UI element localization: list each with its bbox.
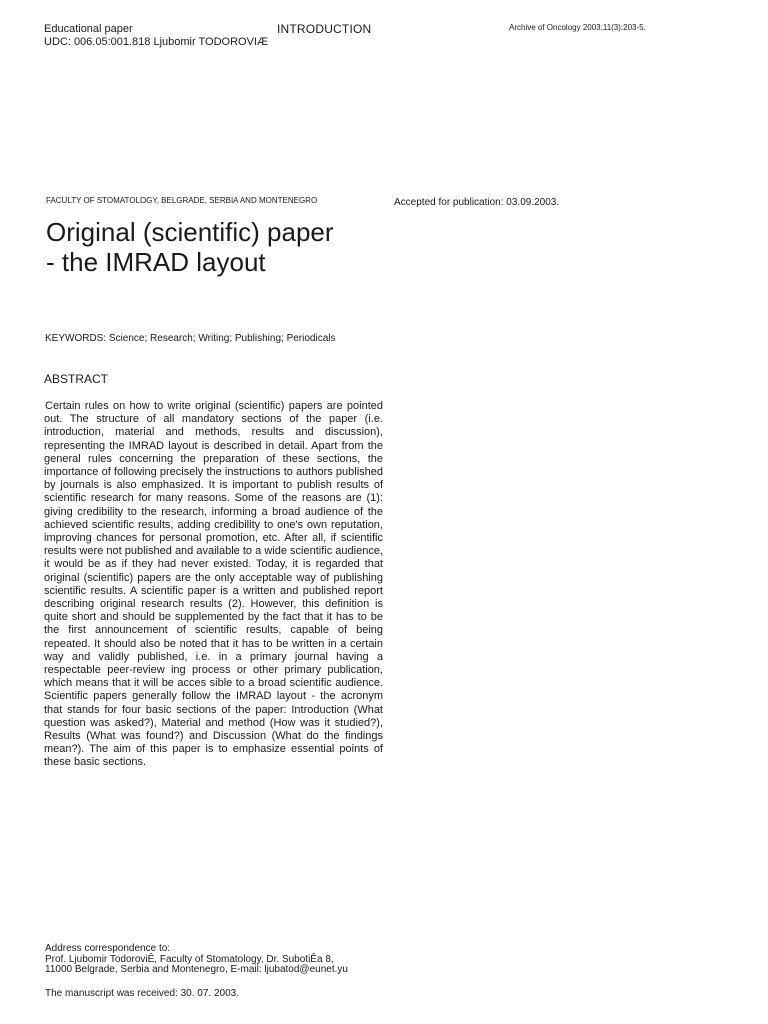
address-line: Prof. Ljubomir TodoroviÊ, Faculty of Stomatology, Dr. SubotiÊa 8, (45, 953, 334, 965)
section-label: INTRODUCTION (277, 22, 372, 36)
keywords: KEYWORDS: Science; Research; Writing; Publishing; Periodicals (45, 333, 336, 344)
accepted-date: Accepted for publication: 03.09.2003. (394, 197, 560, 208)
journal-citation: Archive of Oncology 2003;11(3):203-5. (509, 23, 646, 32)
affiliation: FACULTY OF STOMATOLOGY, BELGRADE, SERBIA AND MONTENEGRO (46, 196, 318, 205)
received-date: The manuscript was received: 30. 07. 2003. (45, 988, 239, 999)
correspondence (45, 944, 348, 976)
udc-author-line: UDC: 006.05:001.818 Ljubomir TODOROVIÆ (44, 36, 268, 48)
header-left (44, 23, 268, 49)
paper-title: Original (scientific) paper - the IMRAD layout (46, 217, 334, 277)
address-line: 11000 Belgrade, Serbia and Montenegro, E-mail: ljubatod@eunet.yu (45, 964, 348, 975)
abstract-body: Certain rules on how to write original (scientific) papers are pointed out. The structure of all mandatory sections of the paper (i.e. introduction, material and methods, results and discussion), representing the IMRAD layout is described in detail. Apart from the general rules concerning the preparation of these sections, the importance of following precisely the instructions to authors published by journals is also emphasized. It is important to publish results of scientific research for many reasons. Some of the reasons are (1): giving credibility to the research, informing a broad audience of the achieved scientific results, adding credibility to one's own reputation, improving chances for personal promotion, etc. After all, if scientific results were not published and available to a wide scientific audience, it would be as if they had never existed. Today, it is regarded that original (scientific) papers are the only acceptable way of publishing scientific results. A scientific paper is a written and published report describing original research results (2). However, this definition is quite short and should be supplemented by the fact that it has to be the first announcement of scientific results, capable of being repeated. It should also be noted that it has to be written in a certain way and validly published, i.e. in a primary journal having a respectable peer-review ing process or other primary publication, which means that it will be acces sible to a broad scientific audience. Scientific papers generally follow the IMRAD layout - the acronym that stands for four basic sections of the paper: Introduction (What question was asked?), Material and method (How was it studied?), Results (What was found?) and Discussion (What do the findings mean?). The aim of this paper is to emphasize essential points of these basic sections. (44, 400, 383, 769)
abstract-heading: ABSTRACT (44, 372, 109, 386)
paper-type: Educational paper (44, 23, 133, 35)
address-label: Address correspondence to: (45, 943, 171, 954)
